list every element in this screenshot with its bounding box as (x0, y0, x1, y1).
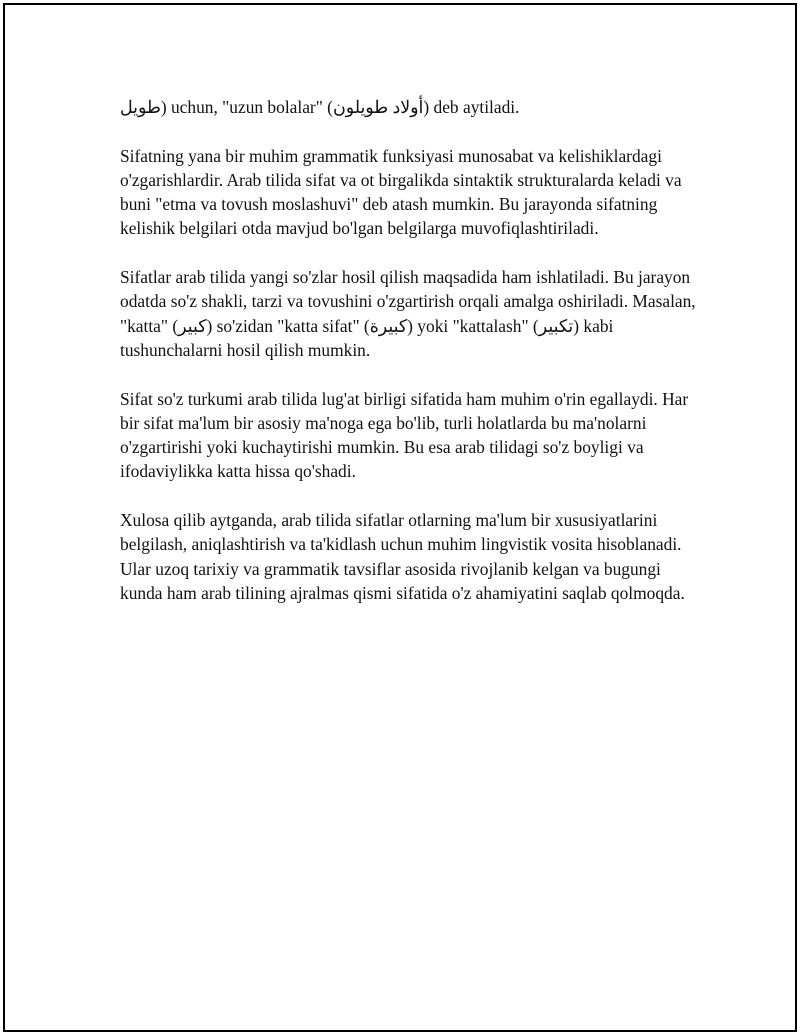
text-run: ) deb aytiladi. (423, 97, 520, 117)
paragraph-3 (120, 265, 700, 362)
arabic-word: أولاد طويلون (332, 97, 424, 117)
text-run: ) yoki "kattalash" ( (407, 315, 539, 336)
arabic-word: تكبير (538, 315, 574, 336)
paragraph-5 (120, 508, 700, 605)
text-run: Sifatning yana bir muhim grammatik funksiyasi munosabat va kelishiklardagi o'zgarishlardir. Arab tilida sifat va ot birgalikda sintaktik strukturalarda keladi va buni "etma va tovush moslashuvi" deb atash mumkin. Bu jarayonda sifatning kelishik belgilari otda mavjud bo'lgan belgilarga muvofiqlashtiriladi. (120, 145, 682, 239)
text-run: Sifatlar arab tilida yangi so'zlar hosil qilish maqsadida ham ishlatiladi. Bu jarayon odatda so'z shakli, tarzi va tovushini o'zgartirish orqali amalga oshiriladi. Masalan, "katta" ( (120, 267, 696, 336)
page-frame (3, 3, 797, 1032)
arabic-word: كبير (178, 315, 207, 336)
text-run: Xulosa qilib aytganda, arab tilida sifatlar otlarning ma'lum bir xususiyatlarini belgilash, aniqlashtirish va ta'kidlash uchun muhim lingvistik vosita hisoblanadi. Ular uzoq tarixiy va grammatik tavsiflar asosida rivojlanib kelgan va bugungi kunda ham arab tilining ajralmas qismi sifatida o'z ahamiyatini saqlab qolmoqda. (120, 510, 685, 603)
text-run: ) kabi tushunchalarni hosil qilish mumkin. (120, 315, 614, 360)
text-run: Sifat so'z turkumi arab tilida lug'at birligi sifatida ham muhim o'rin egallaydi. Har bir sifat ma'lum bir asosiy ma'noga ega bo'lib, turli holatlarda bu ma'nolarni o'zgartirishi yoki kuchaytirishi mumkin. Bu esa arab tilidagi so'z boyligi va ifodaviylikka katta hissa qo'shadi. (120, 388, 689, 482)
paragraph-1 (120, 95, 700, 119)
text-run: ) uchun, "uzun bolalar" ( (160, 97, 333, 117)
arabic-word: طويل (120, 97, 161, 117)
paragraph-4 (120, 387, 700, 484)
document-body (120, 95, 700, 630)
text-run: ) so'zidan "katta sifat" ( (206, 315, 370, 336)
arabic-word: كبيرة (369, 315, 408, 336)
paragraph-2 (120, 144, 700, 241)
